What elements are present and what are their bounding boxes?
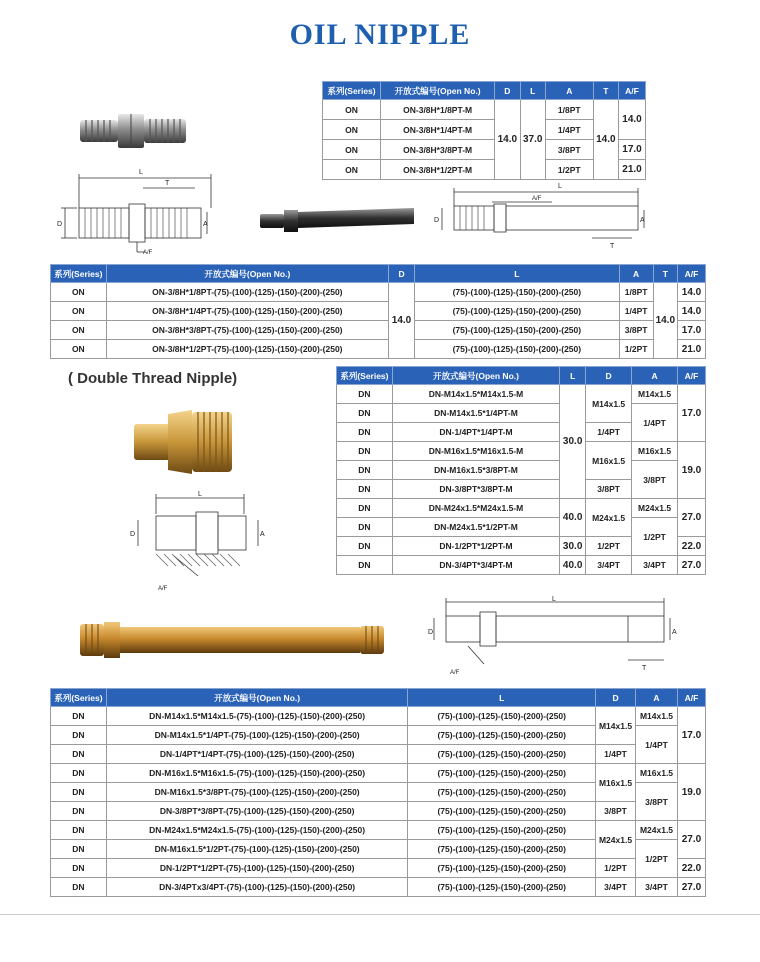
series-cell: ON — [323, 100, 381, 120]
d-cell: 1/2PT — [596, 859, 636, 878]
l-cell: (75)-(100)-(125)-(150)-(200)-(250) — [408, 783, 596, 802]
a-cell: M14x1.5 — [636, 707, 678, 726]
l-cell: (75)-(100)-(125)-(150)-(200)-(250) — [408, 726, 596, 745]
long-double-thread-nipple-spec-table — [50, 688, 706, 897]
open-no-cell: ON-3/8H*3/8PT-(75)-(100)-(125)-(150)-(200)-(250) — [106, 321, 388, 340]
open-no-cell: DN-1/4PT*1/4PT-M — [392, 423, 559, 442]
d-cell: M24x1.5 — [586, 499, 632, 537]
diagram2-label-af: A/F — [532, 196, 542, 202]
table-row — [51, 859, 706, 878]
a-cell: M16x1.5 — [636, 764, 678, 783]
open-no-cell: ON-3/8H*1/8PT-(75)-(100)-(125)-(150)-(200)-(250) — [106, 283, 388, 302]
l-cell: (75)-(100)-(125)-(150)-(200)-(250) — [408, 707, 596, 726]
double-thread-nipple-photo — [130, 404, 234, 480]
series-cell: DN — [51, 821, 107, 840]
table-row — [337, 461, 706, 480]
col-d: D — [586, 367, 632, 385]
table-row — [51, 878, 706, 897]
col-af: A/F — [677, 689, 705, 707]
series-cell: DN — [337, 537, 393, 556]
series-cell: DN — [51, 745, 107, 764]
a-cell: 1/4PT — [545, 120, 593, 140]
diagram-label-l: L — [139, 169, 143, 176]
a-cell: M14x1.5 — [632, 385, 678, 404]
l-cell: 40.0 — [560, 556, 586, 575]
col-l: L — [560, 367, 586, 385]
open-no-cell: DN-3/8PT*3/8PT-M — [392, 480, 559, 499]
col-af: A/F — [678, 265, 706, 283]
a-cell: M24x1.5 — [632, 499, 678, 518]
a-cell: 3/8PT — [545, 140, 593, 160]
col-l: L — [520, 82, 545, 100]
open-no-cell: DN-M14x1.5*M14x1.5-(75)-(100)-(125)-(150)-(200)-(250) — [106, 707, 408, 726]
open-no-cell: ON-3/8H*3/8PT-M — [381, 140, 495, 160]
l-cell: (75)-(100)-(125)-(150)-(200)-(250) — [415, 302, 620, 321]
table-row — [51, 707, 706, 726]
open-no-cell: ON-3/8H*1/2PT-M — [381, 160, 495, 180]
diagram3-label-af: A/F — [158, 586, 168, 592]
af-cell: 27.0 — [677, 821, 705, 859]
open-no-cell: DN-M24x1.5*1/2PT-M — [392, 518, 559, 537]
col-l: L — [408, 689, 596, 707]
series-cell: ON — [51, 302, 107, 321]
af-cell: 21.0 — [619, 160, 646, 180]
table-row — [51, 321, 706, 340]
d-cell: 3/4PT — [586, 556, 632, 575]
col-af: A/F — [678, 367, 706, 385]
open-no-cell: DN-M14x1.5*M14x1.5-M — [392, 385, 559, 404]
col-l: L — [415, 265, 620, 283]
a-cell: 1/8PT — [545, 100, 593, 120]
series-cell: DN — [51, 726, 107, 745]
open-no-cell: ON-3/8H*1/4PT-M — [381, 120, 495, 140]
d-cell: 1/4PT — [586, 423, 632, 442]
series-cell: ON — [323, 140, 381, 160]
l-cell: (75)-(100)-(125)-(150)-(200)-(250) — [415, 340, 620, 359]
open-no-cell: DN-3/8PT*3/8PT-(75)-(100)-(125)-(150)-(200)-(250) — [106, 802, 408, 821]
open-no-cell: DN-1/2PT*1/2PT-M — [392, 537, 559, 556]
l-cell: 30.0 — [560, 385, 586, 499]
d-cell: 1/4PT — [596, 745, 636, 764]
table-row — [51, 745, 706, 764]
long-double-thread-nipple-drawing — [428, 594, 678, 678]
l-cell: (75)-(100)-(125)-(150)-(200)-(250) — [408, 840, 596, 859]
af-cell: 21.0 — [678, 340, 706, 359]
col-series: 系列(Series) — [51, 689, 107, 707]
open-no-cell: ON-3/8H*1/8PT-M — [381, 100, 495, 120]
col-af: A/F — [619, 82, 646, 100]
l-cell: (75)-(100)-(125)-(150)-(200)-(250) — [415, 283, 620, 302]
series-cell: DN — [51, 859, 107, 878]
open-no-cell: DN-M24x1.5*M24x1.5-(75)-(100)-(125)-(150)-(200)-(250) — [106, 821, 408, 840]
diagram4-label-d: D — [428, 629, 434, 636]
af-cell: 14.0 — [678, 283, 706, 302]
a-cell: M24x1.5 — [636, 821, 678, 840]
series-cell: DN — [51, 707, 107, 726]
oil-nipple-spec-table — [322, 81, 646, 180]
col-open-no: 开放式编号(Open No.) — [381, 82, 495, 100]
a-cell: 1/2PT — [545, 160, 593, 180]
l-cell: (75)-(100)-(125)-(150)-(200)-(250) — [415, 321, 620, 340]
long-oil-nipple-drawing — [432, 180, 647, 252]
d-cell: M16x1.5 — [586, 442, 632, 480]
table-row — [51, 821, 706, 840]
l-cell: (75)-(100)-(125)-(150)-(200)-(250) — [408, 802, 596, 821]
l-cell: 37.0 — [520, 100, 545, 180]
diagram3-label-l: L — [198, 491, 202, 498]
series-cell: ON — [51, 283, 107, 302]
d-cell: M16x1.5 — [596, 764, 636, 802]
l-cell: (75)-(100)-(125)-(150)-(200)-(250) — [408, 859, 596, 878]
table-row — [51, 340, 706, 359]
a-cell: 3/8PT — [636, 783, 678, 821]
open-no-cell: DN-M16x1.5*3/8PT-M — [392, 461, 559, 480]
diagram2-label-a: A — [640, 217, 645, 224]
a-cell: 3/8PT — [619, 321, 653, 340]
af-cell: 17.0 — [619, 140, 646, 160]
open-no-cell: DN-M24x1.5*M24x1.5-M — [392, 499, 559, 518]
a-cell: 3/8PT — [632, 461, 678, 499]
series-cell: DN — [337, 499, 393, 518]
col-series: 系列(Series) — [323, 82, 381, 100]
open-no-cell: DN-1/4PT*1/4PT-(75)-(100)-(125)-(150)-(200)-(250) — [106, 745, 408, 764]
a-cell: M16x1.5 — [632, 442, 678, 461]
diagram3-label-d: D — [130, 531, 136, 538]
af-cell: 17.0 — [678, 321, 706, 340]
series-cell: ON — [51, 321, 107, 340]
d-cell: M24x1.5 — [596, 821, 636, 859]
col-d: D — [389, 265, 415, 283]
l-cell: (75)-(100)-(125)-(150)-(200)-(250) — [408, 745, 596, 764]
series-cell: DN — [51, 783, 107, 802]
col-d: D — [596, 689, 636, 707]
table-row — [337, 442, 706, 461]
diagram2-label-l: L — [558, 183, 562, 190]
af-cell: 22.0 — [678, 537, 706, 556]
open-no-cell: DN-3/4PTx3/4PT-(75)-(100)-(125)-(150)-(200)-(250) — [106, 878, 408, 897]
l-cell: (75)-(100)-(125)-(150)-(200)-(250) — [408, 764, 596, 783]
diagram-label-d: D — [57, 221, 63, 228]
open-no-cell: ON-3/8H*1/4PT-(75)-(100)-(125)-(150)-(200)-(250) — [106, 302, 388, 321]
d-cell: 14.0 — [495, 100, 520, 180]
l-cell: 30.0 — [560, 537, 586, 556]
t-cell: 14.0 — [593, 100, 618, 180]
open-no-cell: DN-M16x1.5*3/8PT-(75)-(100)-(125)-(150)-(200)-(250) — [106, 783, 408, 802]
series-cell: DN — [51, 764, 107, 783]
a-cell: 3/4PT — [636, 878, 678, 897]
series-cell: ON — [323, 160, 381, 180]
diagram-label-a: A — [203, 221, 208, 228]
table-row — [51, 283, 706, 302]
af-cell: 17.0 — [677, 707, 705, 764]
col-t: T — [593, 82, 618, 100]
table-row — [323, 100, 646, 120]
d-cell: M14x1.5 — [586, 385, 632, 423]
a-cell: 1/2PT — [619, 340, 653, 359]
diagram4-label-af: A/F — [450, 670, 460, 676]
d-cell: 3/8PT — [586, 480, 632, 499]
d-cell: M14x1.5 — [596, 707, 636, 745]
table-row — [337, 385, 706, 404]
af-cell: 14.0 — [678, 302, 706, 321]
l-cell: (75)-(100)-(125)-(150)-(200)-(250) — [408, 821, 596, 840]
open-no-cell: DN-M14x1.5*1/4PT-(75)-(100)-(125)-(150)-(200)-(250) — [106, 726, 408, 745]
series-cell: DN — [51, 802, 107, 821]
af-cell: 19.0 — [677, 764, 705, 821]
table-row — [337, 518, 706, 537]
table-row — [51, 802, 706, 821]
oil-nipple-photo — [78, 108, 190, 154]
a-cell: 1/4PT — [632, 404, 678, 442]
af-cell: 17.0 — [678, 385, 706, 442]
open-no-cell: DN-1/2PT*1/2PT-(75)-(100)-(125)-(150)-(200)-(250) — [106, 859, 408, 878]
af-cell: 22.0 — [677, 859, 705, 878]
af-cell: 27.0 — [678, 556, 706, 575]
af-cell: 14.0 — [619, 100, 646, 140]
col-open-no: 开放式编号(Open No.) — [106, 689, 408, 707]
a-cell: 1/4PT — [619, 302, 653, 321]
series-cell: ON — [51, 340, 107, 359]
table-row — [51, 302, 706, 321]
section-subtitle: ( Double Thread Nipple) — [68, 370, 238, 387]
open-no-cell: ON-3/8H*1/2PT-(75)-(100)-(125)-(150)-(200)-(250) — [106, 340, 388, 359]
col-t: T — [653, 265, 677, 283]
table-row — [337, 404, 706, 423]
t-cell: 14.0 — [653, 283, 677, 359]
footer-divider — [0, 914, 760, 915]
col-a: A — [545, 82, 593, 100]
long-oil-nipple-spec-table — [50, 264, 706, 359]
open-no-cell: DN-M16x1.5*M16x1.5-(75)-(100)-(125)-(150)-(200)-(250) — [106, 764, 408, 783]
a-cell: 1/2PT — [636, 840, 678, 878]
oil-nipple-drawing — [55, 160, 215, 260]
table-row — [51, 764, 706, 783]
col-open-no: 开放式编号(Open No.) — [392, 367, 559, 385]
series-cell: ON — [323, 120, 381, 140]
diagram-label-t: T — [165, 180, 170, 187]
d-cell: 3/8PT — [596, 802, 636, 821]
col-series: 系列(Series) — [51, 265, 107, 283]
diagram2-label-d: D — [434, 217, 440, 224]
a-cell: 1/4PT — [636, 726, 678, 764]
series-cell: DN — [337, 442, 393, 461]
table-row — [337, 499, 706, 518]
series-cell: DN — [337, 404, 393, 423]
diagram4-label-t: T — [642, 665, 647, 672]
col-open-no: 开放式编号(Open No.) — [106, 265, 388, 283]
col-a: A — [619, 265, 653, 283]
series-cell: DN — [337, 385, 393, 404]
series-cell: DN — [337, 423, 393, 442]
diagram2-label-t: T — [610, 243, 615, 250]
l-cell: (75)-(100)-(125)-(150)-(200)-(250) — [408, 878, 596, 897]
a-cell: 1/8PT — [619, 283, 653, 302]
af-cell: 27.0 — [677, 878, 705, 897]
series-cell: DN — [337, 518, 393, 537]
l-cell: 40.0 — [560, 499, 586, 537]
series-cell: DN — [337, 480, 393, 499]
open-no-cell: DN-M16x1.5*1/2PT-(75)-(100)-(125)-(150)-(200)-(250) — [106, 840, 408, 859]
a-cell: 3/4PT — [632, 556, 678, 575]
double-thread-nipple-drawing — [128, 486, 270, 594]
col-series: 系列(Series) — [337, 367, 393, 385]
page-title: OIL NIPPLE — [289, 18, 471, 51]
open-no-cell: DN-M16x1.5*M16x1.5-M — [392, 442, 559, 461]
series-cell: DN — [51, 840, 107, 859]
d-cell: 1/2PT — [586, 537, 632, 556]
table-row — [337, 556, 706, 575]
series-cell: DN — [51, 878, 107, 897]
long-double-thread-nipple-photo — [78, 618, 388, 662]
af-cell: 27.0 — [678, 499, 706, 537]
diagram4-label-a: A — [672, 629, 677, 636]
col-a: A — [636, 689, 678, 707]
diagram4-label-l: L — [552, 596, 556, 603]
af-cell: 19.0 — [678, 442, 706, 499]
diagram3-label-a: A — [260, 531, 265, 538]
double-thread-nipple-spec-table — [336, 366, 706, 575]
d-cell: 14.0 — [389, 283, 415, 359]
a-cell: 1/2PT — [632, 518, 678, 556]
series-cell: DN — [337, 461, 393, 480]
long-oil-nipple-photo — [258, 202, 418, 238]
series-cell: DN — [337, 556, 393, 575]
d-cell: 3/4PT — [596, 878, 636, 897]
diagram-label-af: A/F — [143, 250, 153, 256]
col-a: A — [632, 367, 678, 385]
col-d: D — [495, 82, 520, 100]
open-no-cell: DN-3/4PT*3/4PT-M — [392, 556, 559, 575]
open-no-cell: DN-M14x1.5*1/4PT-M — [392, 404, 559, 423]
